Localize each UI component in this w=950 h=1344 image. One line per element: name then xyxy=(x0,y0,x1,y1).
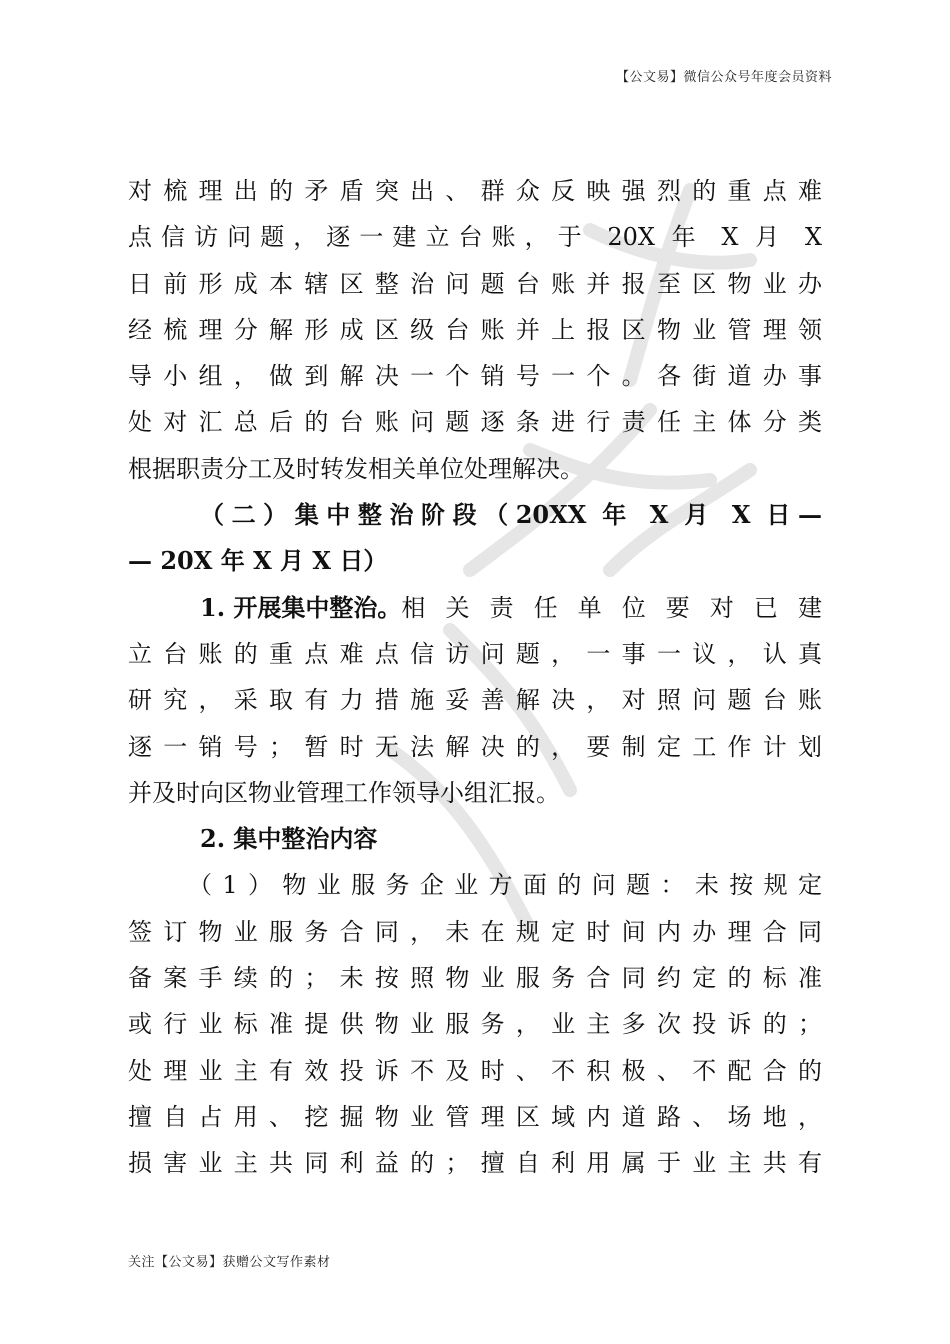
body-line: 日前形成本辖区整治问题台账并报至区物业办 xyxy=(128,269,822,298)
body-line: 备案手续的；未按照物业服务合同约定的标准 xyxy=(128,964,822,993)
body-line: 损害业主共同利益的；擅自利用属于业主共有 xyxy=(128,1149,822,1178)
body-line: （1）物业服务企业方面的问题：未按规定 xyxy=(188,871,822,900)
item-1-first-line xyxy=(128,585,822,631)
body-line: 处理业主有效投诉不及时、不积极、不配合的 xyxy=(128,1056,822,1085)
body-line: 擅自占用、挖掘物业管理区域内道路、场地， xyxy=(128,1102,822,1131)
section-heading-cont: — 20X 年 X 月 X 日） xyxy=(128,546,388,576)
body-line: 根据职责分工及时转发相关单位处理解决。 xyxy=(128,454,584,483)
subheading-2: 2. 集中整治内容 xyxy=(200,824,378,854)
item-1-text: 相关责任单位要对已建 xyxy=(401,593,822,622)
body-line: 逐一销号；暂时无法解决的，要制定工作计划 xyxy=(128,732,822,761)
body-line: 对梳理出的矛盾突出、群众反映强烈的重点难 xyxy=(128,177,822,205)
item-1-lead: 1. 开展集中整治。 xyxy=(200,592,402,622)
body-line: 并及时向区物业管理工作领导小组汇报。 xyxy=(128,778,560,807)
body-line: 立台账的重点难点信访问题，一事一议，认真 xyxy=(128,639,822,668)
body-line: 经梳理分解形成区级台账并上报区物业管理领 xyxy=(128,315,822,344)
section-heading: （二）集中整治阶段（20XX 年 X 月 X 日— xyxy=(200,500,822,530)
body-line: 签订物业服务合同，未在规定时间内办理合同 xyxy=(128,917,822,946)
body-line: 导小组，做到解决一个销号一个。各街道办事 xyxy=(128,362,822,391)
document-body xyxy=(128,168,822,1187)
body-line: 点信访问题，逐一建立台账，于 20X 年 X 月 X xyxy=(128,223,822,252)
body-line: 或行业标准提供物业服务，业主多次投诉的； xyxy=(128,1010,822,1039)
body-line: 处对汇总后的台账问题逐条进行责任主体分类 xyxy=(128,408,822,437)
body-line: 研究，采取有力措施妥善解决，对照问题台账 xyxy=(128,686,822,715)
page-header: 【公文易】微信公众号年度会员资料 xyxy=(615,70,832,85)
page-footer: 关注【公文易】获赠公文写作素材 xyxy=(128,1255,331,1270)
